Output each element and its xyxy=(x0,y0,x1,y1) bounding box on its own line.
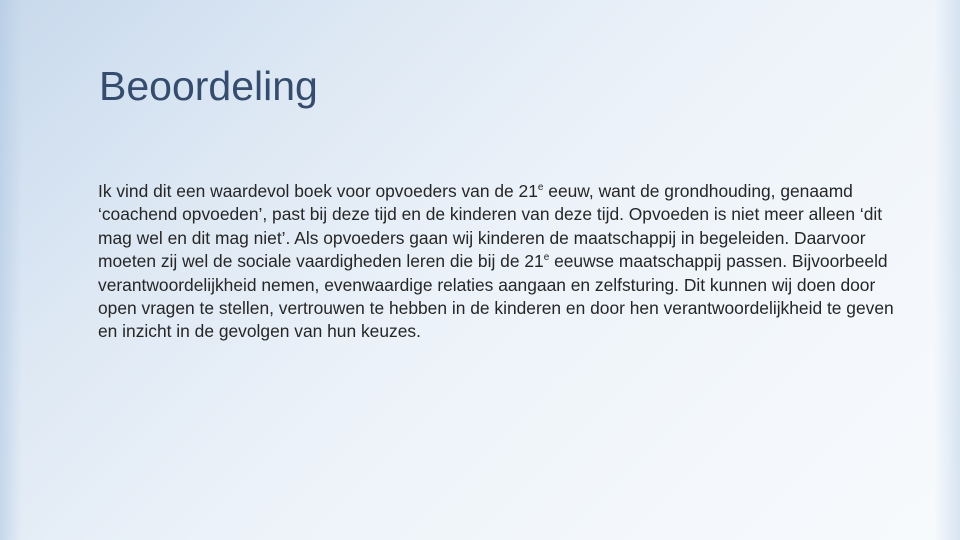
body-text-part-3: eeuwse maatschappij passen. Bijvoorbeeld verantwoordelijkheid nemen, evenwaardige relaties aangaan en zelfsturing. Dit kunnen wij doen door open vragen te stellen, vertrouwen te hebben in de kinderen en door hen verantwoordelijkheid te geven en inzicht in de gevolgen van hun keuzes. xyxy=(98,251,894,342)
superscript-e-1: e xyxy=(537,182,544,193)
slide-body-text xyxy=(98,180,898,344)
superscript-e-2: e xyxy=(543,252,550,264)
background-edge-left xyxy=(0,0,22,540)
slide-title: Beoordeling xyxy=(99,63,318,109)
body-text-part-2: eeuw, want de grondhouding, genaamd ‘coachend opvoeden’, past bij deze tijd en de kinderen van deze tijd. Opvoeden is niet meer alleen ‘dit mag wel en dit mag niet’. Als opvoeders gaan wij kinderen de maatschappij in begeleiden. Daarvoor moeten zij wel de sociale vaardigheden leren die bij de 21 xyxy=(98,181,883,272)
background-edge-right xyxy=(934,0,960,540)
body-text-part-1: Ik vind dit een waardevol boek voor opvoeders van de 21 xyxy=(98,181,538,201)
